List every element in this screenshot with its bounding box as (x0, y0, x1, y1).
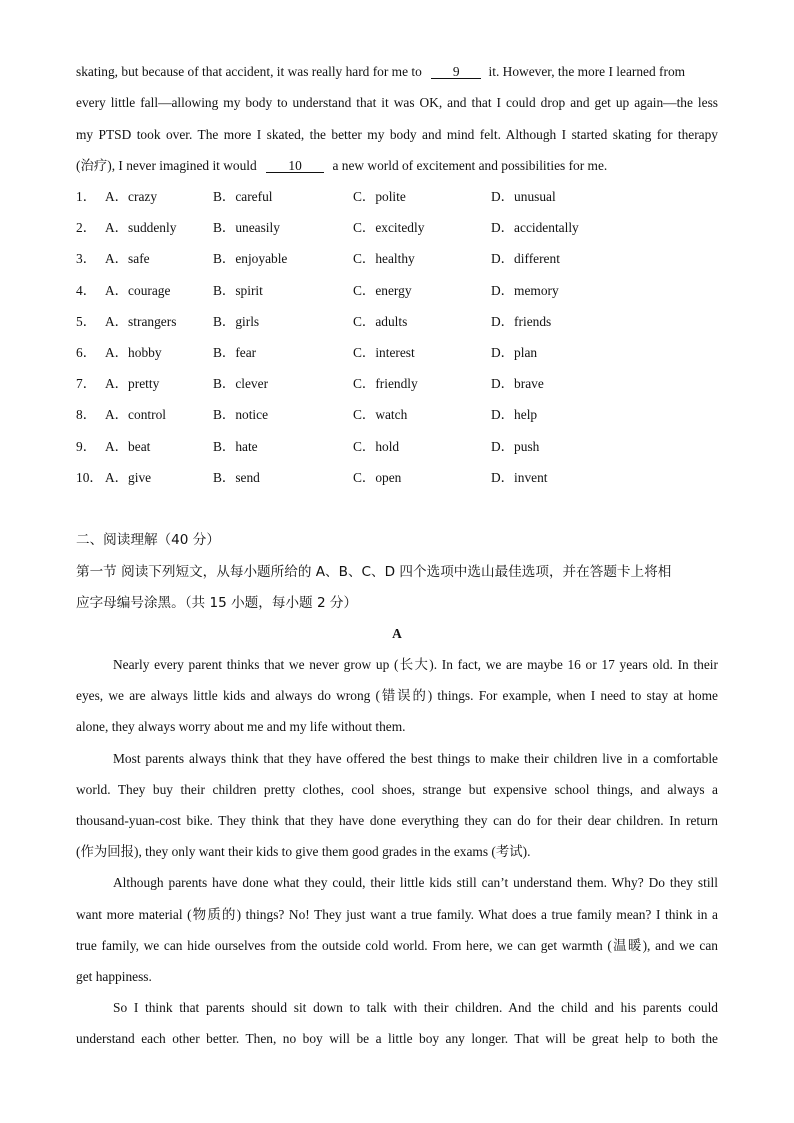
option-c: C．adults (353, 314, 408, 329)
question-options-7 (76, 376, 718, 392)
passage-line: (作为回报), they only want their kids to give them good grades in the exams (考试). (76, 844, 531, 859)
option-c: C．hold (353, 439, 400, 454)
question-options-10 (76, 470, 718, 486)
cloze-text: skating, but because of that accident, it was really hard for me to (76, 64, 422, 79)
option-c: C．energy (353, 283, 412, 298)
question-options-1 (76, 189, 718, 205)
question-options-2 (76, 220, 718, 236)
option-d: D．brave (491, 376, 544, 391)
option-c: C．excitedly (353, 220, 425, 235)
option-d: D．friends (491, 314, 552, 329)
option-c: C．interest (353, 345, 415, 360)
passage-line: get happiness. (76, 969, 152, 984)
question-number: 1． (76, 189, 97, 204)
option-d: D．accidentally (491, 220, 579, 235)
option-a: A．hobby (105, 345, 162, 360)
option-b: B．enjoyable (213, 251, 288, 266)
option-d: D．invent (491, 470, 548, 485)
question-options-6 (76, 345, 718, 361)
option-a: A．strangers (105, 314, 177, 329)
question-number: 4． (76, 283, 97, 298)
option-b: B．uneasily (213, 220, 280, 235)
blank-9: 9 (431, 65, 481, 79)
passage-line: Nearly every parent thinks that we never grow up (长大). In fact, we are maybe 16 or 17 years old. In their (113, 657, 718, 672)
question-number: 8． (76, 407, 97, 422)
option-b: B．fear (213, 345, 257, 360)
option-d: D．different (491, 251, 560, 266)
option-b: B．notice (213, 407, 269, 422)
cloze-text: a new world of excitement and possibilities for me. (332, 158, 608, 173)
passage-line: Most parents always think that they have offered the best things to make their children live in a comfortable (113, 751, 718, 766)
question-options-3 (76, 251, 718, 267)
cloze-text: (治疗), I never imagined it would (76, 158, 257, 173)
option-a: A．beat (105, 439, 151, 454)
option-b: B．careful (213, 189, 273, 204)
option-d: D．unusual (491, 189, 556, 204)
option-a: A．control (105, 407, 166, 422)
cloze-line-3: my PTSD took over. The more I skated, the better my body and mind felt. Although I started skating for therapy (76, 127, 718, 142)
option-a: A．crazy (105, 189, 158, 204)
passage-line: thousand-yuan-cost bike. They think that they have done everything they can do for their dear children. In return (76, 813, 718, 828)
question-number: 6． (76, 345, 97, 360)
option-a: A．safe (105, 251, 150, 266)
passage-title: A (392, 626, 402, 641)
option-b: B．spirit (213, 283, 263, 298)
cloze-text: it. However, the more I learned from (488, 64, 686, 79)
option-b: B．send (213, 470, 260, 485)
section-title: 二、阅读理解（40 分） (76, 532, 220, 548)
option-c: C．open (353, 470, 402, 485)
cloze-line-1 (76, 64, 685, 80)
passage-line: alone, they always worry about me and my life without them. (76, 719, 406, 734)
question-options-5 (76, 314, 718, 330)
cloze-line-2: every little fall—allowing my body to understand that it was OK, and that I could drop and get up again—the less (76, 95, 718, 110)
option-d: D．help (491, 407, 538, 422)
passage-line: true family, we can hide ourselves from the outside cold world. From here, we can get warmth (温暖), and we can (76, 938, 718, 953)
question-number: 10． (76, 470, 103, 485)
question-number: 7． (76, 376, 97, 391)
question-number: 5． (76, 314, 97, 329)
option-a: A．pretty (105, 376, 160, 391)
option-c: C．friendly (353, 376, 418, 391)
question-options-9 (76, 439, 718, 455)
section-instructions-line-2: 应字母编号涂黑。（共 15 小题，每小题 2 分） (76, 595, 358, 611)
option-b: B．hate (213, 439, 258, 454)
question-number: 9． (76, 439, 97, 454)
option-d: D．push (491, 439, 540, 454)
option-a: A．courage (105, 283, 171, 298)
option-b: B．clever (213, 376, 269, 391)
question-options-8 (76, 407, 718, 423)
option-a: A．give (105, 470, 152, 485)
option-d: D．plan (491, 345, 538, 360)
option-c: C．healthy (353, 251, 415, 266)
passage-line: So I think that parents should sit down to talk with their children. And the child and his parents could (113, 1000, 718, 1015)
passage-line: want more material (物质的) things? No! They just want a true family. What does a true family mean? I think in a (76, 907, 718, 922)
cloze-line-4 (76, 158, 607, 174)
passage-line: Although parents have done what they could, their little kids still can’t understand them. Why? Do they still (113, 875, 718, 890)
question-options-4 (76, 283, 718, 299)
option-c: C．polite (353, 189, 406, 204)
passage-line: world. They buy their children pretty clothes, cool shoes, strange but expensive school things, and always a (76, 782, 718, 797)
passage-line: understand each other better. Then, no boy will be a little boy any longer. That will be great help to both the (76, 1031, 718, 1046)
section-instructions-line-1: 第一节 阅读下列短文，从每小题所给的 A、B、C、D 四个选项中选山最佳选项，并在答题卡上将相 (76, 564, 672, 580)
question-number: 3． (76, 251, 97, 266)
question-number: 2． (76, 220, 97, 235)
option-a: A．suddenly (105, 220, 177, 235)
passage-line: eyes, we are always little kids and always do wrong (错误的) things. For example, when I need to stay at home (76, 688, 718, 703)
option-d: D．memory (491, 283, 559, 298)
option-c: C．watch (353, 407, 408, 422)
blank-10: 10 (266, 159, 324, 173)
option-b: B．girls (213, 314, 260, 329)
